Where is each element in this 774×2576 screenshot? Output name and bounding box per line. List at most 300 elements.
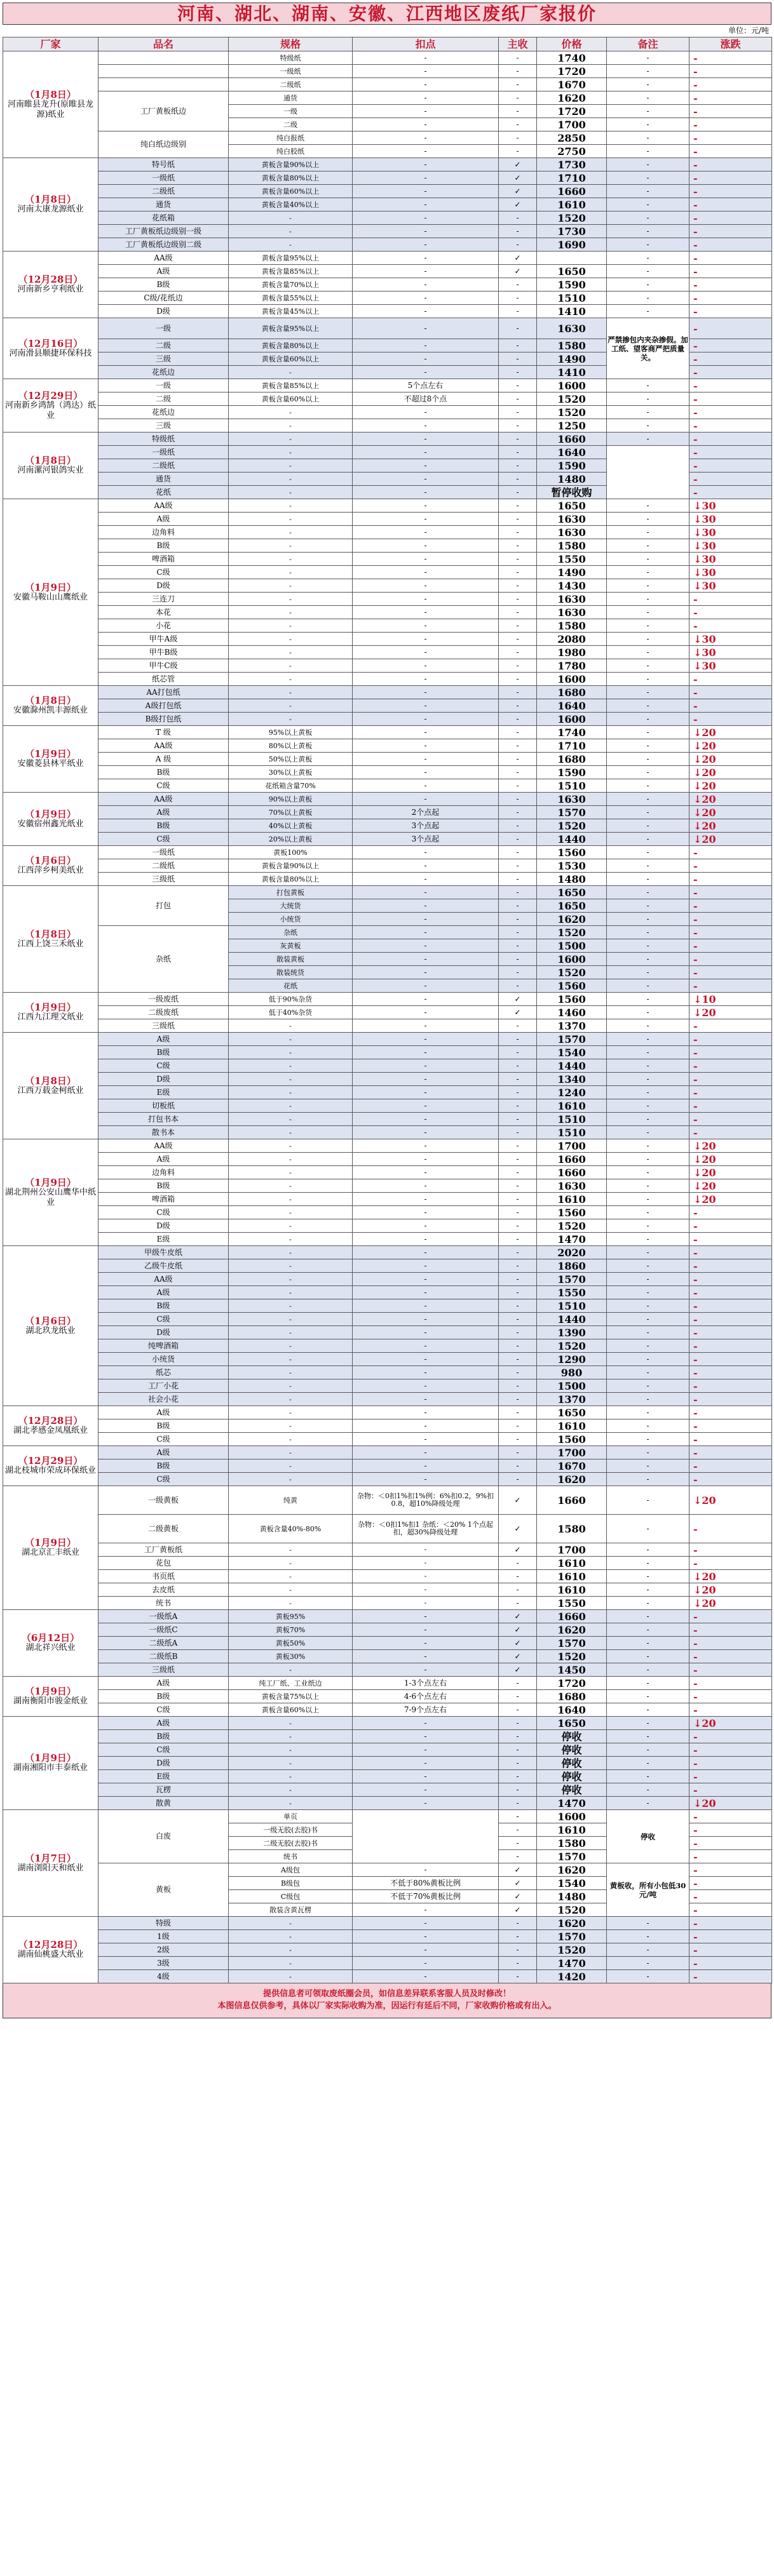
spec-cell: A级包 [229,1863,353,1877]
main-cell: - [499,433,537,446]
table-row [3,579,772,593]
main-cell: - [499,526,537,539]
spec-cell: 50%以上黄板 [229,753,353,766]
price-cell: 1860 [537,1259,607,1273]
table-row [3,1339,772,1353]
remark-cell: - [607,1126,689,1139]
deduct-cell: - [353,1730,499,1743]
change-cell: - [689,446,772,459]
update-date: （1月9日） [25,1752,76,1764]
table-row [3,593,772,606]
deduct-cell: - [353,1206,499,1219]
product-cell: 打包 [98,886,229,926]
remark-cell: - [607,1917,689,1930]
table-row [3,158,772,171]
remark-cell: - [607,833,689,846]
product-cell: A级 [98,1153,229,1166]
remark-cell: - [607,1637,689,1650]
main-cell: - [499,1583,537,1597]
product-cell: 2级 [98,1943,229,1957]
main-cell: - [499,686,537,699]
spec-cell: - [229,1446,353,1459]
deduct-cell: - [353,859,499,873]
main-cell: - [499,833,537,846]
spec-cell: 一级无胶(去胶)书 [229,1823,353,1837]
deduct-cell: - [353,252,499,265]
company-cell [3,1486,98,1610]
table-row [3,1126,772,1139]
deduct-cell: - [353,1610,499,1623]
table-row [3,1743,772,1757]
spec-cell: 70%以上黄板 [229,806,353,819]
remark-cell: - [607,1406,689,1419]
deduct-cell: - [353,1086,499,1099]
table-row [3,633,772,646]
main-cell: - [499,793,537,806]
spec-cell: - [229,566,353,579]
product-cell: 工厂黄板纸 [98,1543,229,1557]
change-cell: ↓20 [689,1797,772,1810]
change-cell: - [689,1393,772,1406]
update-date: （6月12日） [21,1632,80,1644]
product-cell: B级 [98,1299,229,1313]
table-row [3,65,772,78]
price-cell: 1590 [537,766,607,779]
remark-cell: - [607,1046,689,1059]
change-cell: - [689,1073,772,1086]
change-cell: ↓30 [689,646,772,659]
spec-cell: - [229,1557,353,1570]
main-cell: - [499,659,537,673]
main-cell: - [499,1930,537,1943]
header-main: 主收 [499,37,537,51]
update-date: （1月8日） [25,455,76,466]
remark-cell: - [607,1459,689,1473]
main-cell: - [499,318,537,339]
change-cell: ↓20 [689,833,772,846]
product-cell: 一级纸 [98,446,229,459]
deduct-cell: - [353,1917,499,1930]
table-row [3,1406,772,1419]
update-date: （1月6日） [25,1315,76,1327]
product-cell: D级 [98,1219,229,1233]
product-cell: 二级纸A [98,1637,229,1650]
update-date: （12月28日） [18,1939,83,1950]
change-cell: - [689,1033,772,1046]
remark-cell: - [607,392,689,406]
spec-cell: 黄板50% [229,1637,353,1650]
update-date: （1月9日） [25,808,76,820]
table-row [3,78,772,91]
deduct-cell: - [353,606,499,619]
spec-cell: 黄板含量70%以上 [229,278,353,292]
change-cell: - [689,1459,772,1473]
main-cell: - [499,1703,537,1717]
change-cell: ↓20 [689,1006,772,1019]
table-row [3,1073,772,1086]
deduct-cell: - [353,1073,499,1086]
change-cell: - [689,65,772,78]
price-cell: 停收 [537,1757,607,1770]
deduct-cell: - [353,1433,499,1446]
table-row [3,1379,772,1393]
main-cell: ✓ [499,993,537,1006]
main-cell: - [499,118,537,131]
change-cell: - [689,1850,772,1863]
spec-cell: - [229,1059,353,1073]
remark-cell: - [607,819,689,833]
change-cell: ↓30 [689,513,772,526]
remark-cell: - [607,1286,689,1299]
deduct-cell: - [353,278,499,292]
product-cell: E级 [98,1086,229,1099]
price-cell: 停收 [537,1770,607,1783]
remark-cell: - [607,553,689,566]
table-row [3,1233,772,1246]
spec-cell: 花纸箱含量70% [229,779,353,793]
change-cell: - [689,606,772,619]
table-row [3,859,772,873]
change-cell: ↓20 [689,1583,772,1597]
main-cell: - [499,446,537,459]
remark-cell: - [607,1770,689,1783]
product-cell: 工厂黄板纸边级别一级 [98,225,229,238]
company-cell [3,1917,98,1983]
remark-cell: - [607,593,689,606]
product-cell [98,78,229,91]
product-cell: 社会小花 [98,1393,229,1406]
change-cell: ↓20 [689,793,772,806]
deduct-cell: - [353,926,499,939]
main-cell: - [499,619,537,633]
deduct-cell: - [353,566,499,579]
spec-cell: 散装黄板 [229,953,353,966]
update-date: （1月8日） [25,928,76,940]
change-cell: - [689,1313,772,1326]
change-cell: - [689,1326,772,1339]
price-cell: 1640 [537,446,607,459]
price-cell: 1440 [537,833,607,846]
deduct-cell: - [353,633,499,646]
main-cell: - [499,1597,537,1610]
footer-line: 提供信息者可领取废纸圈会员，如信息差异联系客服人员及时修改！ [262,1989,511,1999]
product-cell: 本花 [98,606,229,619]
change-cell: ↓20 [689,1570,772,1583]
main-cell: - [499,1783,537,1797]
main-cell: - [499,1770,537,1783]
remark-cell: - [607,406,689,419]
remark-cell: - [607,659,689,673]
price-cell: 1470 [537,1797,607,1810]
price-cell: 1480 [537,873,607,886]
product-cell: C级 [98,1433,229,1446]
main-cell: - [499,899,537,913]
main-cell: ✓ [499,1650,537,1663]
main-cell: - [499,1059,537,1073]
price-cell: 1420 [537,1970,607,1983]
price-cell: 1700 [537,1446,607,1459]
price-cell: 1580 [537,339,607,352]
remark-cell: - [607,966,689,979]
table-row [3,739,772,753]
table-row [3,1033,772,1046]
deduct-cell [353,1810,499,1863]
product-cell: A级 [98,1406,229,1419]
main-cell: - [499,606,537,619]
price-cell: 1520 [537,1903,607,1917]
deduct-cell: - [353,446,499,459]
remark-cell: - [607,1743,689,1757]
main-cell: - [499,1393,537,1406]
table-row [3,1099,772,1113]
header-deduct: 扣点 [353,37,499,51]
product-cell: B级 [98,1459,229,1473]
price-cell: 1630 [537,513,607,526]
spec-cell: - [229,619,353,633]
product-cell: 一级纸 [98,846,229,859]
product-cell: 花纸边 [98,406,229,419]
product-cell: C级 [98,779,229,793]
deduct-cell: - [353,699,499,713]
product-cell: 工厂黄板纸边 [98,91,229,131]
deduct-cell: - [353,873,499,886]
product-cell: C级 [98,566,229,579]
main-cell: - [499,392,537,406]
table-row [3,1286,772,1299]
price-cell: 1520 [537,211,607,225]
company-cell [3,846,98,886]
change-cell: - [689,379,772,392]
product-cell: D级 [98,1073,229,1086]
product-cell: D级 [98,1326,229,1339]
main-cell: - [499,646,537,659]
spec-cell: 20%以上黄板 [229,833,353,846]
table-row [3,1193,772,1206]
price-cell: 1570 [537,806,607,819]
spec-cell: - [229,1019,353,1033]
table-row [3,1863,772,1877]
change-cell: - [689,979,772,993]
change-cell: - [689,185,772,198]
table-row [3,1086,772,1099]
spec-cell: - [229,526,353,539]
change-cell: - [689,1957,772,1970]
table-row [3,1663,772,1677]
company-cell [3,499,98,686]
deduct-cell: - [353,1543,499,1557]
remark-cell: - [607,806,689,819]
change-cell: - [689,366,772,379]
deduct-cell: - [353,1259,499,1273]
change-cell: - [689,1206,772,1219]
spec-cell: - [229,1139,353,1153]
product-cell: T 级 [98,726,229,739]
update-date: （12月16日） [18,337,83,349]
deduct-cell: - [353,526,499,539]
spec-cell: 灰黄板 [229,939,353,953]
remark-cell: - [607,1570,689,1583]
spec-cell: 90%以上黄板 [229,793,353,806]
change-cell: - [689,419,772,433]
company-cell [3,1677,98,1717]
change-cell: - [689,1677,772,1690]
price-cell: 980 [537,1366,607,1379]
spec-cell: - [229,1473,353,1486]
table-row [3,1703,772,1717]
table-row [3,1783,772,1797]
table-row [3,278,772,292]
spec-cell: - [229,1433,353,1446]
spec-cell: 40%以上黄板 [229,819,353,833]
main-cell: - [499,1837,537,1850]
change-cell: - [689,1823,772,1837]
deduct-cell: - [353,753,499,766]
remark-cell: - [607,1486,689,1515]
remark-cell: - [607,1019,689,1033]
change-cell: ↓20 [689,766,772,779]
price-cell: 1340 [537,1073,607,1086]
main-cell: - [499,1823,537,1837]
change-cell: ↓20 [689,779,772,793]
price-cell: 1240 [537,1086,607,1099]
main-cell: - [499,859,537,873]
spec-cell: 黄板含量80%以上 [229,873,353,886]
company-cell [3,886,98,993]
product-cell: A级 [98,265,229,278]
table-row [3,873,772,886]
price-cell: 1580 [537,1515,607,1543]
price-cell: 1560 [537,1433,607,1446]
price-cell: 1440 [537,1059,607,1073]
price-cell: 1630 [537,593,607,606]
main-cell: - [499,1446,537,1459]
deduct-cell: - [353,1970,499,1983]
spec-cell: B级包 [229,1877,353,1890]
deduct-cell: - [353,1597,499,1610]
main-cell: - [499,1113,537,1126]
deduct-cell: - [353,726,499,739]
product-cell: 小统货 [98,1353,229,1366]
main-cell: - [499,459,537,473]
spec-cell: - [229,1663,353,1677]
table-row [3,292,772,305]
price-cell: 1440 [537,1313,607,1326]
main-cell: - [499,352,537,366]
table-row [3,1113,772,1126]
deduct-cell: - [353,499,499,513]
remark-cell: - [607,779,689,793]
table-row [3,265,772,278]
price-cell: 1660 [537,1153,607,1166]
deduct-cell: 不低于70%黄板比例 [353,1890,499,1903]
main-cell: - [499,1193,537,1206]
price-cell: 1520 [537,966,607,979]
price-cell: 1520 [537,1943,607,1957]
price-cell: 1730 [537,158,607,171]
price-cell: 1720 [537,65,607,78]
main-cell: - [499,1459,537,1473]
remark-cell: - [607,1543,689,1557]
product-cell: 二级纸 [98,459,229,473]
remark-cell: - [607,1353,689,1366]
price-cell: 1610 [537,1557,607,1570]
table-row [3,131,772,145]
deduct-cell: - [353,539,499,553]
change-cell: - [689,459,772,473]
company-cell [3,1139,98,1246]
table-row [3,1259,772,1273]
main-cell: ✓ [499,171,537,185]
table-row [3,225,772,238]
remark-cell: - [607,926,689,939]
product-cell: 工厂小花 [98,1379,229,1393]
product-cell: AA级 [98,739,229,753]
company-cell [3,793,98,846]
spec-cell: 黄板含量60%以上 [229,1703,353,1717]
change-cell: - [689,51,772,65]
table-row [3,1486,772,1515]
table-row [3,1433,772,1446]
main-cell: - [499,939,537,953]
product-cell: AA级 [98,499,229,513]
change-cell: - [689,473,772,486]
main-cell: - [499,873,537,886]
update-date: （1月8日） [25,695,76,706]
change-cell: - [689,1299,772,1313]
main-cell: - [499,1957,537,1970]
header-remark: 备注 [607,37,689,51]
table-row [3,1153,772,1166]
deduct-cell: 杂物：＜0扣1%扣1 杂纸：＜20% 1个点起扣，超30%降级处理 [353,1515,499,1543]
table-row [3,1166,772,1179]
product-cell: 3级 [98,1957,229,1970]
spec-cell: - [229,1797,353,1810]
change-cell: - [689,1557,772,1570]
main-cell: - [499,51,537,65]
main-cell: - [499,1139,537,1153]
table-row [3,1650,772,1663]
deduct-cell: - [353,1233,499,1246]
product-cell: 一级纸A [98,1610,229,1623]
main-cell: - [499,1917,537,1930]
spec-cell: 一级纸 [229,65,353,78]
product-cell: AA级 [98,1273,229,1286]
main-cell: - [499,966,537,979]
deduct-cell: - [353,339,499,352]
main-cell: - [499,473,537,486]
remark-cell: - [607,753,689,766]
main-cell: - [499,1033,537,1046]
company-name: 湖北玖龙纸业 [25,1325,76,1336]
spec-cell: - [229,486,353,499]
price-cell: 1600 [537,379,607,392]
main-cell: - [499,1246,537,1259]
change-cell: - [689,105,772,118]
remark-cell: - [607,1663,689,1677]
table-row [3,1019,772,1033]
company-name: 江西九江理文纸业 [17,1012,84,1022]
price-cell: 1520 [537,819,607,833]
remark-cell: - [607,1597,689,1610]
table-row [3,446,772,459]
company-name: 湖北孝感金凤凰纸业 [13,1426,88,1435]
remark-cell: - [607,211,689,225]
spec-cell: - [229,446,353,459]
price-cell: 1590 [537,278,607,292]
product-cell: 打包书本 [98,1113,229,1126]
remark-cell: - [607,1930,689,1943]
spec-cell: 黄板含量80%以上 [229,339,353,352]
